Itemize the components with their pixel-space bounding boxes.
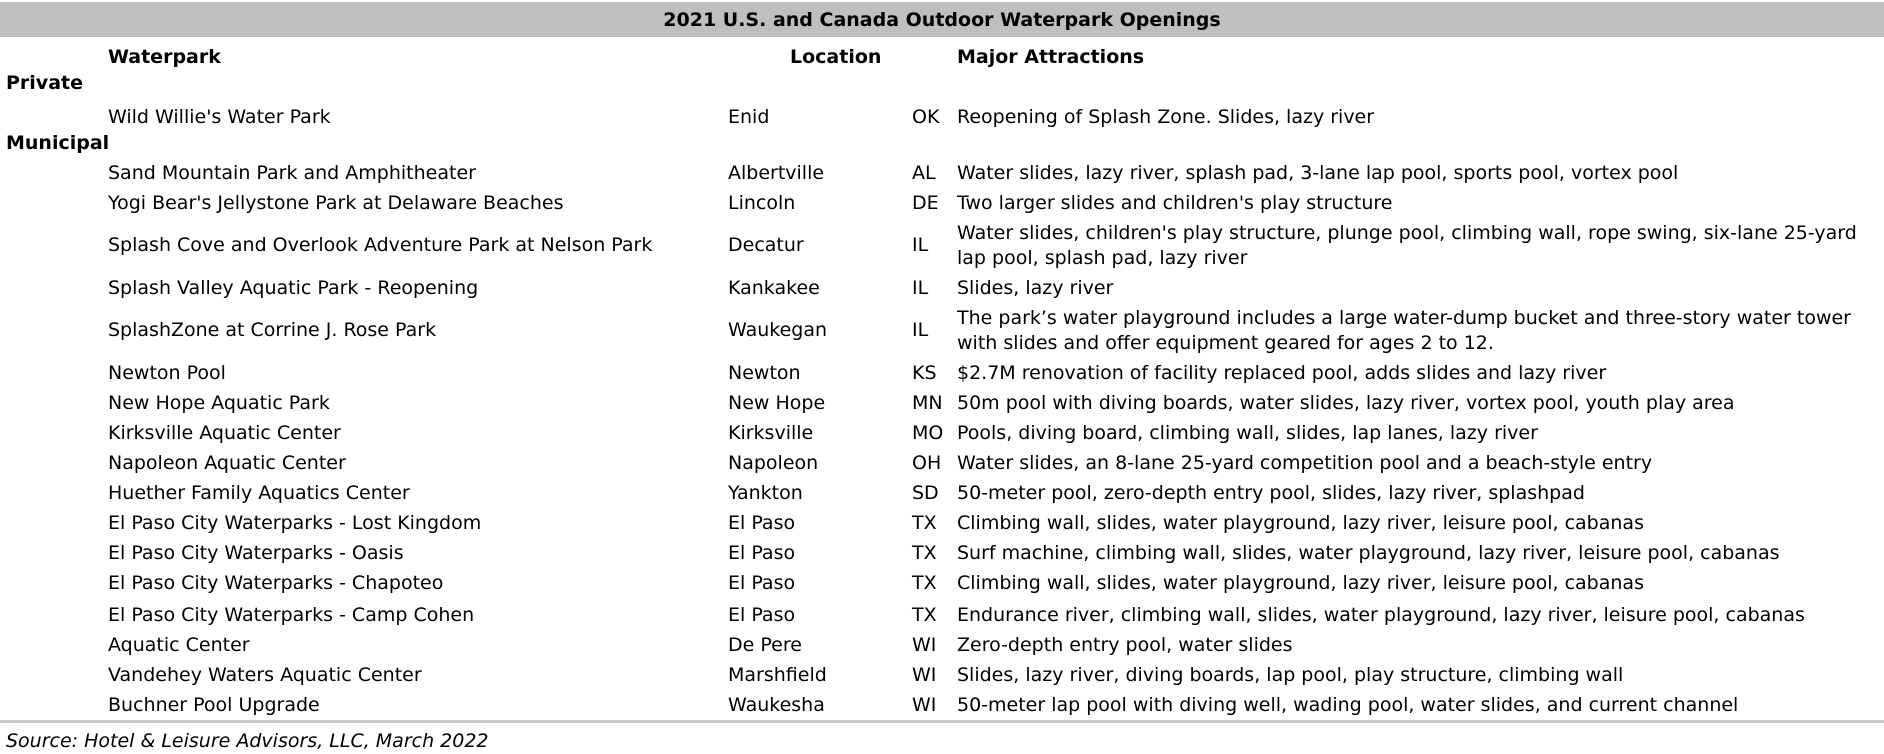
row-name: Yogi Bear's Jellystone Park at Delaware Beaches	[108, 192, 564, 214]
row-attractions: Surf machine, climbing wall, slides, water playground, lazy river, leisure pool, cabanas	[957, 542, 1780, 564]
row-attractions: Pools, diving board, climbing wall, slides, lap lanes, lazy river	[957, 422, 1538, 444]
row-name: Buchner Pool Upgrade	[108, 694, 320, 716]
source-note: Source: Hotel & Leisure Advisors, LLC, March 2022	[6, 730, 489, 752]
row-name: Splash Valley Aquatic Park - Reopening	[108, 277, 479, 299]
row-city: Albertville	[728, 162, 825, 184]
row-name: Kirksville Aquatic Center	[108, 422, 341, 444]
row-state: TX	[912, 512, 937, 534]
row-state: WI	[912, 664, 937, 686]
row-city: Waukesha	[728, 694, 825, 716]
row-attractions: 50m pool with diving boards, water slides, lazy river, vortex pool, youth play area	[957, 392, 1735, 414]
row-attractions: 50-meter lap pool with diving well, wading pool, water slides, and current channel	[957, 694, 1739, 716]
header-location: Location	[790, 46, 882, 68]
row-state: OH	[912, 452, 942, 474]
row-attractions: Water slides, lazy river, splash pad, 3-lane lap pool, sports pool, vortex pool	[957, 162, 1679, 184]
row-name: Aquatic Center	[108, 634, 250, 656]
row-city: Kankakee	[728, 277, 820, 299]
row-name: New Hope Aquatic Park	[108, 392, 330, 414]
row-attractions: Climbing wall, slides, water playground, lazy river, leisure pool, cabanas	[957, 512, 1644, 534]
row-attractions: Two larger slides and children's play structure	[957, 192, 1393, 214]
row-city: Waukegan	[728, 319, 828, 341]
row-city: El Paso	[728, 572, 796, 594]
row-state: SD	[912, 482, 939, 504]
row-state: WI	[912, 694, 937, 716]
row-state: KS	[912, 362, 937, 384]
bottom-divider	[0, 720, 1884, 723]
header-attractions: Major Attractions	[957, 46, 1145, 68]
section-municipal: Municipal	[6, 132, 110, 154]
row-city: Newton	[728, 362, 801, 384]
row-name: El Paso City Waterparks - Camp Cohen	[108, 604, 475, 626]
row-attractions: Climbing wall, slides, water playground, lazy river, leisure pool, cabanas	[957, 572, 1644, 594]
row-name: El Paso City Waterparks - Chapoteo	[108, 572, 444, 594]
row-attractions: $2.7M renovation of facility replaced pool, adds slides and lazy river	[957, 362, 1607, 384]
row-name: Sand Mountain Park and Amphitheater	[108, 162, 476, 184]
row-city: Marshfield	[728, 664, 827, 686]
row-name: Huether Family Aquatics Center	[108, 482, 410, 504]
row-attractions: Zero-depth entry pool, water slides	[957, 634, 1293, 656]
row-attractions: Water slides, an 8-lane 25-yard competition pool and a beach-style entry	[957, 452, 1653, 474]
row-state: IL	[912, 319, 929, 341]
row-state: MN	[912, 392, 943, 414]
row-name: Wild Willie's Water Park	[108, 106, 331, 128]
row-city: De Pere	[728, 634, 802, 656]
row-name: Newton Pool	[108, 362, 226, 384]
row-city: Lincoln	[728, 192, 796, 214]
row-city: El Paso	[728, 604, 796, 626]
row-city: El Paso	[728, 542, 796, 564]
row-name: El Paso City Waterparks - Lost Kingdom	[108, 512, 482, 534]
row-attractions: 50-meter pool, zero-depth entry pool, slides, lazy river, splashpad	[957, 482, 1585, 504]
row-name: Vandehey Waters Aquatic Center	[108, 664, 422, 686]
row-name: El Paso City Waterparks - Oasis	[108, 542, 404, 564]
row-name: SplashZone at Corrine J. Rose Park	[108, 319, 437, 341]
row-city: Kirksville	[728, 422, 814, 444]
row-state: IL	[912, 277, 929, 299]
row-city: Enid	[728, 106, 770, 128]
row-state: OK	[912, 106, 940, 128]
header-waterpark: Waterpark	[108, 46, 221, 68]
row-city: New Hope	[728, 392, 826, 414]
row-attractions: The park’s water playground includes a large water-dump bucket and three-story water tower with slides and offer equipment geared for ages 2 to 12.	[957, 307, 1851, 354]
row-name: Napoleon Aquatic Center	[108, 452, 346, 474]
row-attractions: Slides, lazy river, diving boards, lap pool, play structure, climbing wall	[957, 664, 1624, 686]
table-title: 2021 U.S. and Canada Outdoor Waterpark Openings	[0, 2, 1884, 37]
row-city: El Paso	[728, 512, 796, 534]
row-state: AL	[912, 162, 936, 184]
row-state: IL	[912, 234, 929, 256]
section-private: Private	[6, 72, 83, 94]
row-state: WI	[912, 634, 937, 656]
row-city: Decatur	[728, 234, 804, 256]
row-city: Napoleon	[728, 452, 819, 474]
row-state: MO	[912, 422, 944, 444]
row-attractions: Reopening of Splash Zone. Slides, lazy river	[957, 106, 1375, 128]
row-state: DE	[912, 192, 939, 214]
row-state: TX	[912, 604, 937, 626]
row-name: Splash Cove and Overlook Adventure Park at Nelson Park	[108, 234, 653, 256]
row-state: TX	[912, 542, 937, 564]
row-attractions: Endurance river, climbing wall, slides, water playground, lazy river, leisure pool, cabanas	[957, 604, 1805, 626]
row-attractions: Water slides, children's play structure, plunge pool, climbing wall, rope swing, six-lane 25-yard lap pool, splash pad, lazy river	[957, 222, 1857, 269]
row-attractions: Slides, lazy river	[957, 277, 1114, 299]
row-city: Yankton	[728, 482, 803, 504]
row-state: TX	[912, 572, 937, 594]
